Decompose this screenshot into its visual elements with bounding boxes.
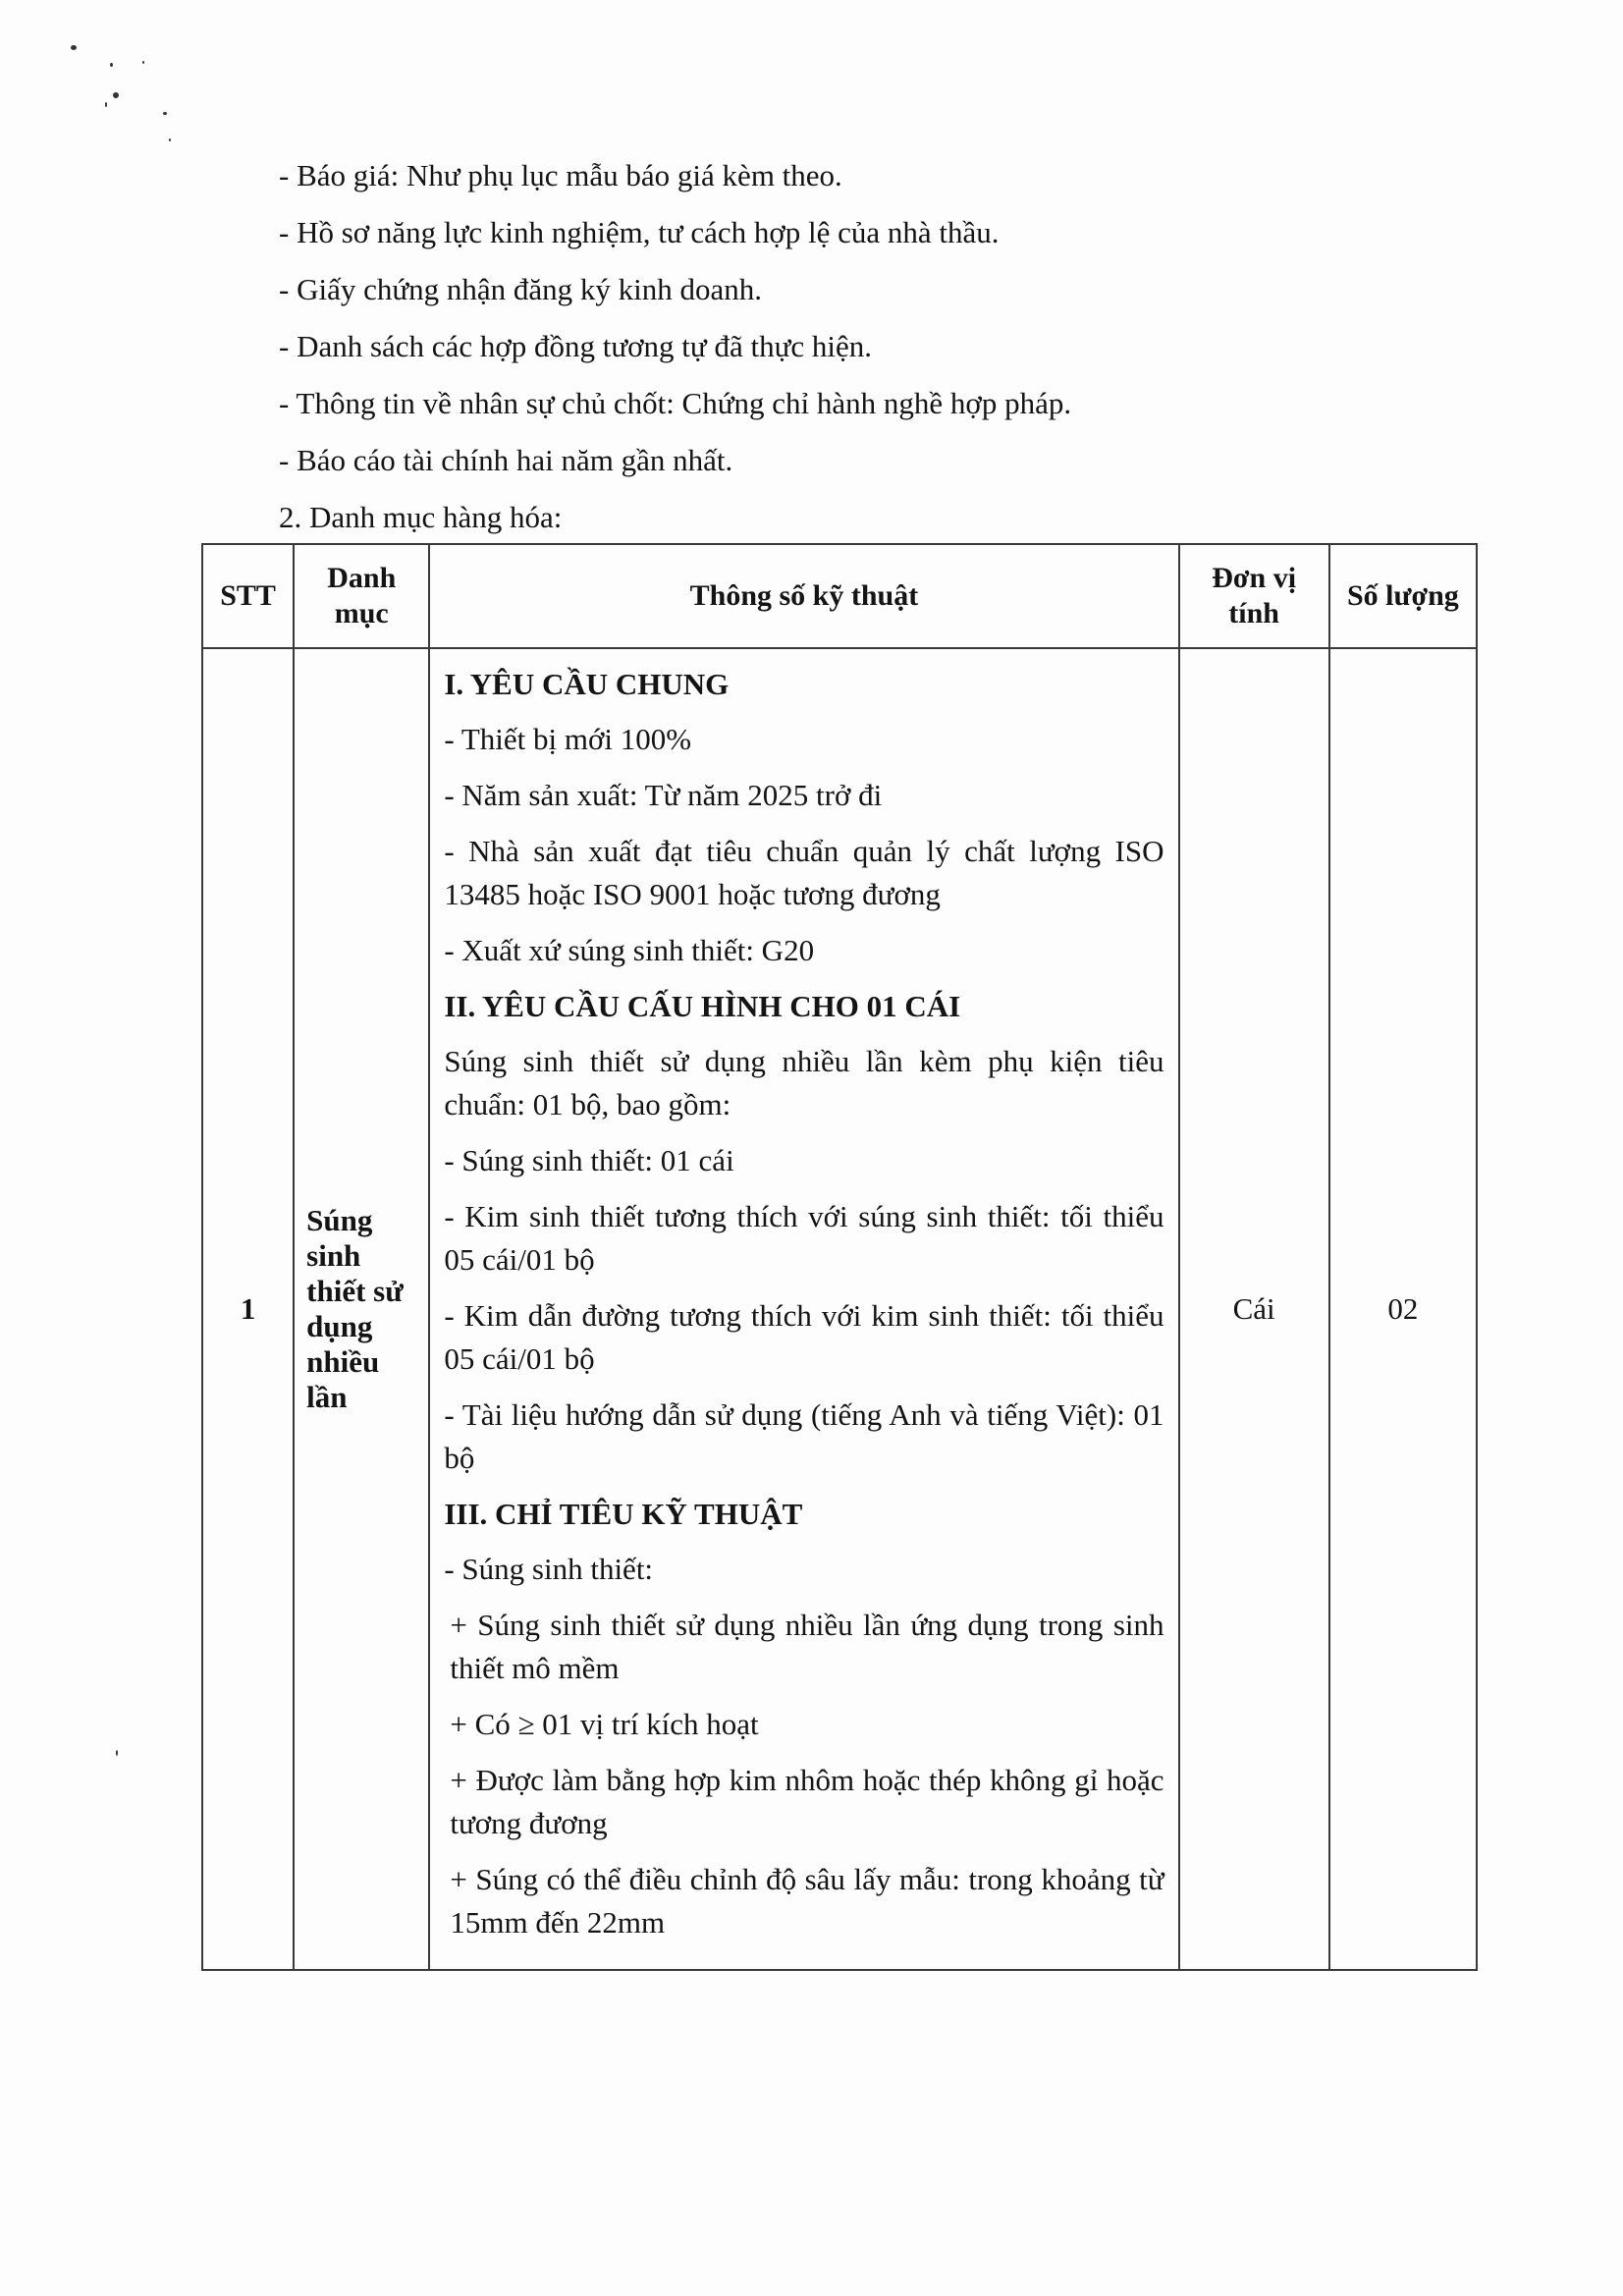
spec-heading: III. CHỈ TIÊU KỸ THUẬT	[444, 1497, 803, 1531]
table-row	[202, 648, 1477, 1970]
spec-line: - Tài liệu hướng dẫn sử dụng (tiếng Anh và tiếng Việt): 01 bộ	[444, 1397, 1164, 1475]
spec-line: - Súng sinh thiết: 01 cái	[444, 1143, 734, 1177]
section-title: 2. Danh mục hàng hóa:	[279, 500, 563, 534]
header-don-vi: Đơn vị tính	[1179, 544, 1329, 648]
header-stt: STT	[202, 544, 294, 648]
spec-line: + Được làm bằng hợp kim nhôm hoặc thép không gỉ hoặc tương đương	[450, 1763, 1164, 1840]
cell-so-luong: 02	[1329, 648, 1477, 1970]
table-header-row	[202, 544, 1477, 648]
requirement-item: - Giấy chứng nhận đăng ký kinh doanh.	[279, 272, 763, 306]
requirements-list	[279, 147, 1408, 546]
spec-line: - Nhà sản xuất đạt tiêu chuẩn quản lý chất lượng ISO 13485 hoặc ISO 9001 hoặc tương đương	[444, 834, 1164, 911]
spec-line: - Kim dẫn đường tương thích với kim sinh thiết: tối thiểu 05 cái/01 bộ	[444, 1298, 1164, 1376]
header-so-luong: Số lượng	[1329, 544, 1477, 648]
spec-line: + Súng sinh thiết sử dụng nhiều lần ứng dụng trong sinh thiết mô mềm	[450, 1608, 1164, 1685]
spec-heading: I. YÊU CẦU CHUNG	[444, 667, 730, 701]
spec-line: + Có ≥ 01 vị trí kích hoạt	[450, 1707, 759, 1741]
cell-don-vi: Cái	[1179, 648, 1329, 1970]
spec-heading: II. YÊU CẦU CẤU HÌNH CHO 01 CÁI	[444, 989, 961, 1023]
requirement-item: - Danh sách các hợp đồng tương tự đã thực hiện.	[279, 329, 873, 363]
spec-line: + Súng có thể điều chỉnh độ sâu lấy mẫu: trong khoảng từ 15mm đến 22mm	[450, 1862, 1164, 1940]
requirement-item: - Báo cáo tài chính hai năm gần nhất.	[279, 443, 733, 477]
header-danh-muc: Danh mục	[294, 544, 429, 648]
spec-line: Súng sinh thiết sử dụng nhiều lần kèm phụ kiện tiêu chuẩn: 01 bộ, bao gồm:	[444, 1044, 1164, 1121]
cell-stt: 1	[202, 648, 294, 1970]
spec-line: - Súng sinh thiết:	[444, 1552, 654, 1586]
cell-thong-so	[429, 648, 1178, 1970]
spec-line: - Xuất xứ súng sinh thiết: G20	[444, 933, 815, 967]
goods-table	[201, 543, 1478, 1971]
spec-line: - Thiết bị mới 100%	[444, 722, 692, 756]
requirement-item: - Báo giá: Như phụ lục mẫu báo giá kèm theo.	[279, 158, 842, 192]
cell-danh-muc: Súng sinh thiết sử dụng nhiều lần	[294, 648, 429, 1970]
requirement-item: - Hồ sơ năng lực kinh nghiệm, tư cách hợp lệ của nhà thầu.	[279, 215, 1000, 249]
spec-line: - Năm sản xuất: Từ năm 2025 trở đi	[444, 778, 883, 812]
spec-line: - Kim sinh thiết tương thích với súng sinh thiết: tối thiểu 05 cái/01 bộ	[444, 1199, 1164, 1277]
header-thong-so: Thông số kỹ thuật	[429, 544, 1178, 648]
requirement-item: - Thông tin về nhân sự chủ chốt: Chứng chỉ hành nghề hợp pháp.	[279, 386, 1072, 420]
